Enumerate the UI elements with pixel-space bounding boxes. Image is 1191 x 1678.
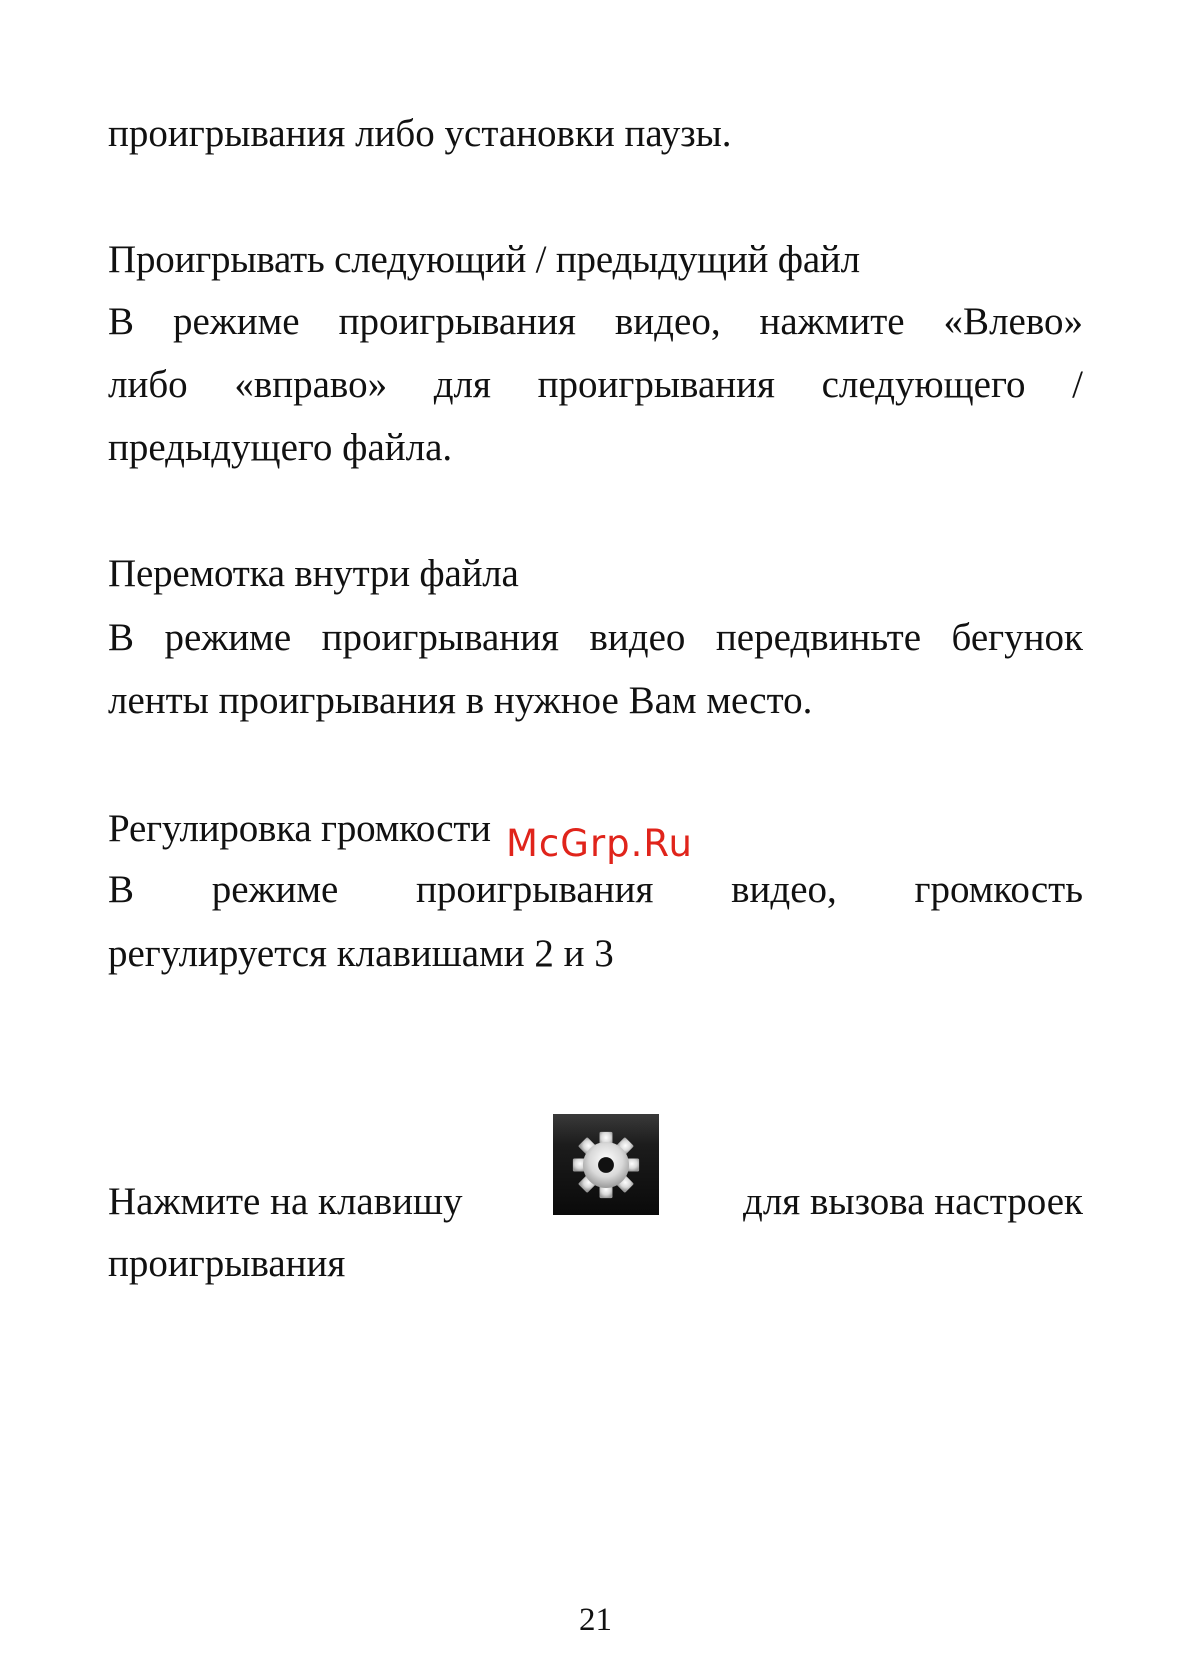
settings-text-before-icon: Нажмите на клавишу [108, 1180, 463, 1223]
section-heading-seek: Перемотка внутри файла [108, 552, 519, 595]
watermark: McGrp.Ru [506, 822, 693, 865]
body-text-line: либо «вправо» для проигрывания следующего / [108, 363, 1083, 406]
section-heading-next-prev: Проигрывать следующий / предыдущий файл [108, 238, 860, 281]
settings-button[interactable] [553, 1114, 659, 1215]
page-number: 21 [579, 1602, 612, 1638]
gear-icon [570, 1129, 642, 1201]
intro-text-line: проигрывания либо установки паузы. [108, 112, 732, 155]
settings-text-after-icon: для вызова настроек [743, 1180, 1083, 1223]
body-text-line: регулируется клавишами 2 и 3 [108, 932, 614, 975]
body-text-line: В режиме проигрывания видео, нажмите «Влево» [108, 300, 1083, 343]
body-text-line: проигрывания [108, 1242, 346, 1285]
body-text-line: В режиме проигрывания видео передвиньте бегунок [108, 616, 1083, 659]
body-text-line: В режиме проигрывания видео, громкость [108, 868, 1083, 911]
section-heading-volume: Регулировка громкости [108, 807, 491, 850]
body-text-line: ленты проигрывания в нужное Вам место. [108, 679, 813, 722]
body-text-line: предыдущего файла. [108, 426, 453, 469]
